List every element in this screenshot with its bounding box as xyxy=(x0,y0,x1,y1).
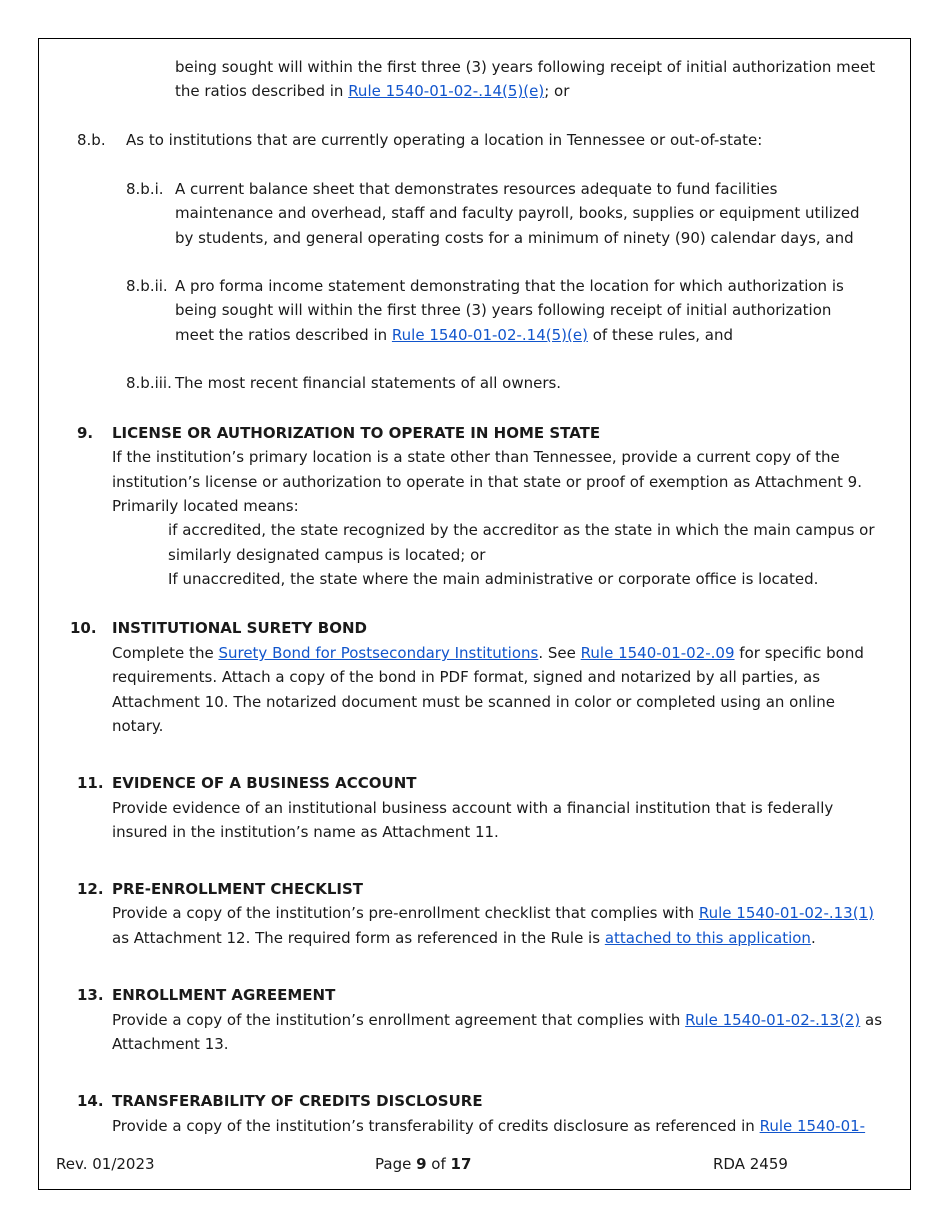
page-number: Page 9 of 17 xyxy=(375,1155,472,1173)
continued-paragraph-line: being sought will within the first three (3) years following receipt of initial authorization meet xyxy=(175,58,876,76)
attached-form-link[interactable]: attached to this application xyxy=(604,929,811,947)
rule-link[interactable]: Rule 1540-01-02-.13(1) xyxy=(698,904,874,922)
rule-link[interactable]: Rule 1540-01- xyxy=(759,1117,866,1135)
section-8b-text: As to institutions that are currently operating a location in Tennessee or out-of-state: xyxy=(126,131,763,149)
section-8bii-line: A pro forma income statement demonstrating that the location for which authorization is xyxy=(175,277,844,295)
section-14-number: 14. xyxy=(77,1092,104,1110)
section-11-number: 11. xyxy=(77,774,104,792)
rule-link[interactable]: Rule 1540-01-02-.14(5)(e) xyxy=(391,326,588,344)
section-9-definition-line: similarly designated campus is located; or xyxy=(168,546,486,564)
section-8biii-number: 8.b.iii. xyxy=(126,374,172,392)
section-13-line: Attachment 13. xyxy=(112,1035,229,1053)
section-8bii-line: being sought will within the first three (3) years following receipt of initial authorization xyxy=(175,301,832,319)
section-13-heading: ENROLLMENT AGREEMENT xyxy=(112,986,336,1004)
section-10-line: Complete the Surety Bond for Postsecondary Institutions. See Rule 1540-01-02-.09 for specific bond xyxy=(112,644,864,662)
section-8bii-line: meet the ratios described in Rule 1540-01-02-.14(5)(e) of these rules, and xyxy=(175,326,734,344)
section-10-line: requirements. Attach a copy of the bond in PDF format, signed and notarized by all parties, as xyxy=(112,668,821,686)
section-10-line: notary. xyxy=(112,717,164,735)
section-9-number: 9. xyxy=(77,424,94,442)
section-8bi-number: 8.b.i. xyxy=(126,180,164,198)
section-11-heading: EVIDENCE OF A BUSINESS ACCOUNT xyxy=(112,774,417,792)
section-8biii-text: The most recent financial statements of all owners. xyxy=(175,374,562,392)
page-frame xyxy=(38,38,911,1190)
form-id: RDA 2459 xyxy=(713,1155,788,1173)
section-9-line: institution’s license or authorization to operate in that state or proof of exemption as Attachment 9. xyxy=(112,473,862,491)
section-10-number: 10. xyxy=(70,619,97,637)
section-13-number: 13. xyxy=(77,986,104,1004)
section-8b-number: 8.b. xyxy=(77,131,106,149)
section-9-line: Primarily located means: xyxy=(112,497,299,515)
section-12-line: Provide a copy of the institution’s pre-enrollment checklist that complies with Rule 1540-01-02-.13(1) xyxy=(112,904,874,922)
section-9-definition-line: if accredited, the state recognized by the accreditor as the state in which the main campus or xyxy=(168,521,875,539)
section-8bi-line: maintenance and overhead, staff and faculty payroll, books, supplies or equipment utilized xyxy=(175,204,860,222)
section-11-line: insured in the institution’s name as Attachment 11. xyxy=(112,823,499,841)
section-10-heading: INSTITUTIONAL SURETY BOND xyxy=(112,619,367,637)
section-9-heading: LICENSE OR AUTHORIZATION TO OPERATE IN HOME STATE xyxy=(112,424,601,442)
rule-link[interactable]: Rule 1540-01-02-.09 xyxy=(580,644,735,662)
continued-paragraph-line: the ratios described in Rule 1540-01-02-.14(5)(e); or xyxy=(175,82,570,100)
rule-link[interactable]: Rule 1540-01-02-.13(2) xyxy=(685,1011,861,1029)
section-13-line: Provide a copy of the institution’s enrollment agreement that complies with Rule 1540-01-02-.13(2) as xyxy=(112,1011,883,1029)
section-14-line: Provide a copy of the institution’s transferability of credits disclosure as referenced in Rule 1540-01- xyxy=(112,1117,866,1135)
section-12-heading: PRE-ENROLLMENT CHECKLIST xyxy=(112,880,364,898)
section-8bi-line: A current balance sheet that demonstrates resources adequate to fund facilities xyxy=(175,180,778,198)
section-12-number: 12. xyxy=(77,880,104,898)
rule-link[interactable]: Rule 1540-01-02-.14(5)(e) xyxy=(348,82,545,100)
section-14-heading: TRANSFERABILITY OF CREDITS DISCLOSURE xyxy=(112,1092,483,1110)
surety-bond-form-link[interactable]: Surety Bond for Postsecondary Institutions xyxy=(218,644,539,662)
section-8bi-line: by students, and general operating costs for a minimum of ninety (90) calendar days, and xyxy=(175,229,854,247)
revision-date: Rev. 01/2023 xyxy=(56,1155,155,1173)
section-8bii-number: 8.b.ii. xyxy=(126,277,168,295)
section-9-line: If the institution’s primary location is a state other than Tennessee, provide a current copy of the xyxy=(112,448,840,466)
section-9-definition-line: If unaccredited, the state where the main administrative or corporate office is located. xyxy=(168,570,819,588)
section-11-line: Provide evidence of an institutional business account with a financial institution that is federally xyxy=(112,799,834,817)
section-10-line: Attachment 10. The notarized document must be scanned in color or completed using an online xyxy=(112,693,835,711)
section-12-line: as Attachment 12. The required form as referenced in the Rule is attached to this application. xyxy=(112,929,816,947)
